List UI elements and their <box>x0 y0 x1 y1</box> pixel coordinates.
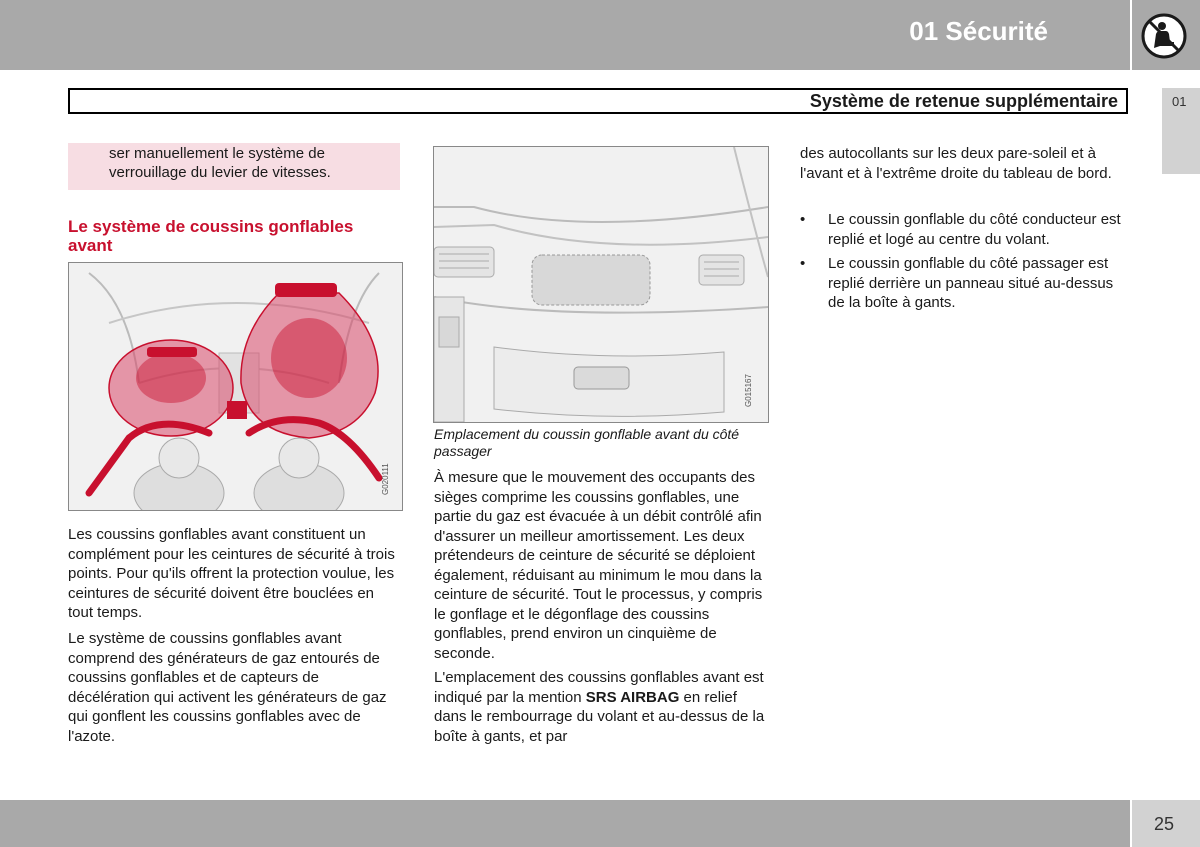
airbag-heading: Le système de coussins gonflables avant <box>68 217 354 255</box>
list-item <box>800 254 1130 313</box>
figure-caption: Emplacement du coussin gonflable avant du côté passager <box>434 426 740 459</box>
front-airbags-illustration <box>68 262 403 511</box>
chapter-side-tab[interactable] <box>1162 88 1200 174</box>
page-number: 25 <box>1154 814 1175 834</box>
list-item-text: Le coussin gonflable du côté passager est replié derrière un panneau situé au-dessus de la boîte à gants. <box>828 255 1114 311</box>
airbag-location-list <box>800 210 1130 318</box>
chapter-icon-box <box>1132 0 1200 70</box>
paragraph: des autocollants sur les deux pare-soleil et à l'avant et à l'extrême droite du tableau de bord. <box>800 145 1112 182</box>
bullet: • <box>800 255 806 272</box>
paragraph: Les coussins gonflables avant constituent un complément pour les ceintures de sécurité à trois points. Pour qu'ils offrent la protection voulue, les ceintures de sécurité doivent être bouclées en tout temps. <box>68 526 395 621</box>
dashboard-drawing <box>434 147 768 422</box>
paragraph <box>434 668 768 746</box>
section-title-box <box>68 88 1128 114</box>
chapter-title: 01 Sécurité <box>909 16 1048 46</box>
paragraph-text: L'emplacement des coussins gonflables avant est indiqué par la mention <box>434 669 764 706</box>
figure-code: G015167 <box>744 374 753 407</box>
paragraph: Le système de coussins gonflables avant comprend des générateurs de gaz entourés de coussins gonflables et de capteurs de décélération qui activent les générateurs de gaz qui gonflent les coussins gonflables avec de l'azote. <box>68 630 387 745</box>
front-airbags-drawing <box>69 263 402 510</box>
list-item <box>800 210 1130 249</box>
list-item-text: Le coussin gonflable du côté conducteur est replié et logé au centre du volant. <box>828 211 1121 248</box>
chapter-header-bar <box>0 0 1130 70</box>
bullet: • <box>800 211 806 228</box>
passenger-airbag-location-illustration <box>433 146 769 423</box>
section-title: Système de retenue supplémentaire <box>809 91 1118 111</box>
continued-note-text: ser manuellement le système de verrouillage du levier de vitesses. <box>109 145 331 181</box>
figure-code: G020111 <box>381 463 390 495</box>
paragraph-text: en relief dans le rembourrage du volant et au-dessus de la boîte à gants, et par <box>434 688 765 745</box>
seatbelt-warning-icon <box>1140 12 1188 60</box>
srs-airbag-label: SRS AIRBAG <box>585 688 680 706</box>
footer-bar <box>0 800 1130 847</box>
continued-note-box <box>68 143 400 190</box>
side-tab-label: 01 <box>1172 94 1187 109</box>
paragraph: À mesure que le mouvement des occupants des sièges comprime les coussins gonflables, une partie du gaz est évacuée à un débit contrôlé afin d'assurer un meilleur amortissement. Les deux prétendeurs de ceinture de sécurité se déploient également, réduisant au minimum le mou dans la ceinture de sécurité. Tout le processus, y compris le gonflage et le dégonflage des coussins gonflables, prend environ un cinquième de seconde. <box>434 469 763 662</box>
